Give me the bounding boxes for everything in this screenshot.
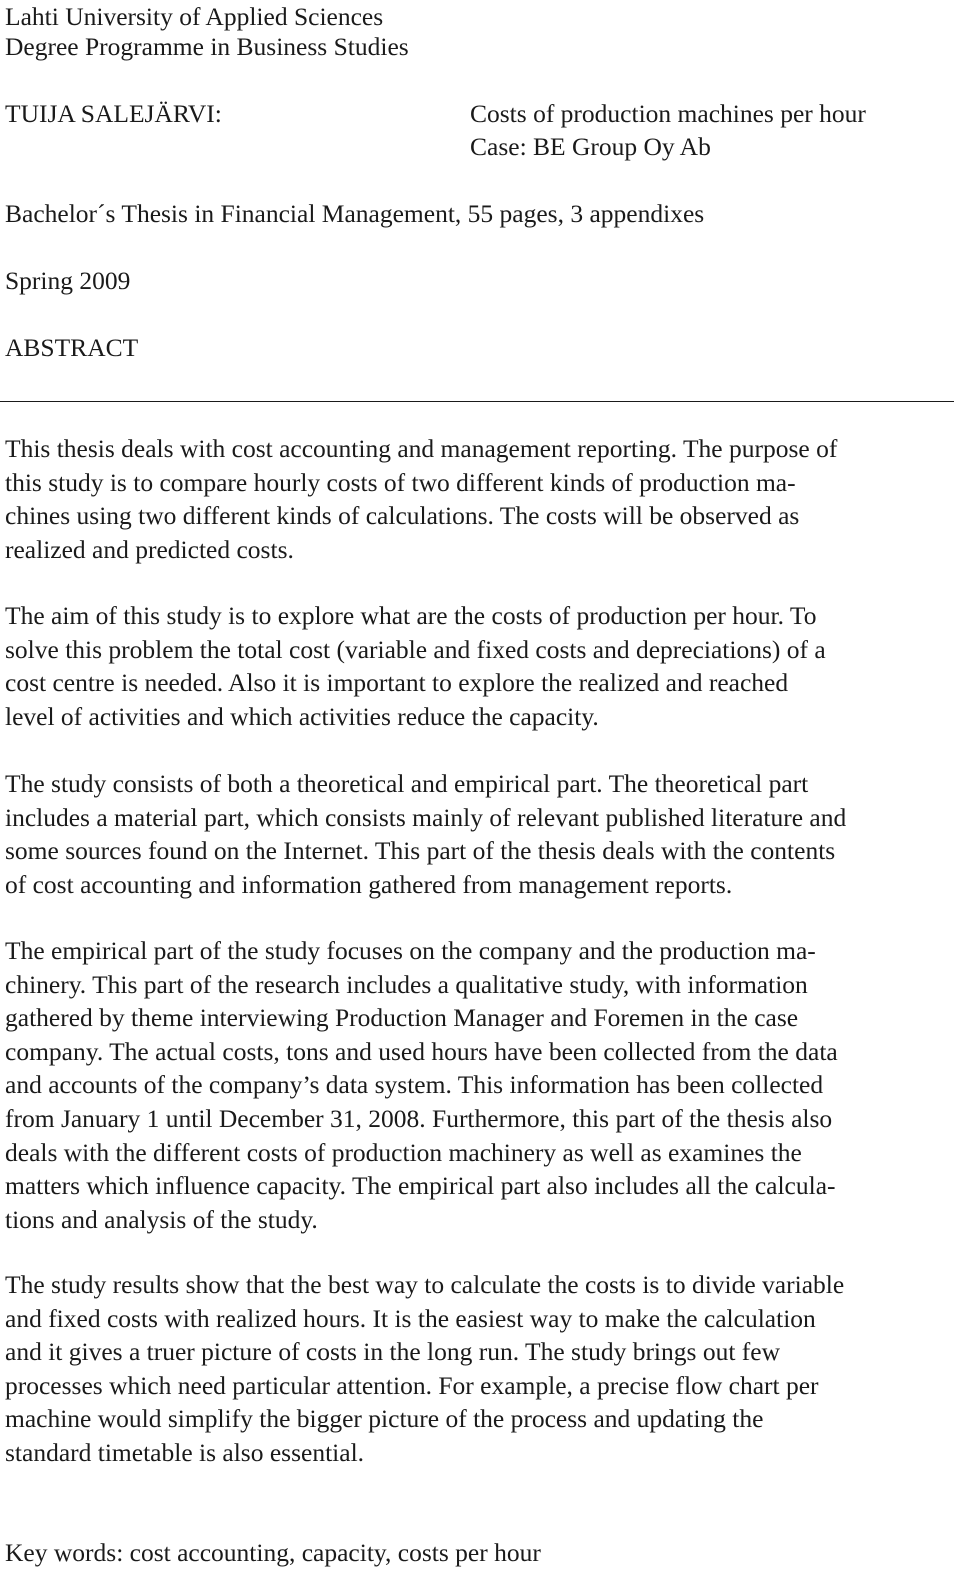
keywords: Key words: cost accounting, capacity, costs per hour [5,1538,541,1567]
abstract-paragraph-5: The study results show that the best way to calculate the costs is to divide variable and fixed costs with realized hours. It is the easiest way to make the calculation and it gives a truer picture of costs in the long run. The study brings out few processes which need particular attention. For example, a precise flow chart per machine would simplify the bigger picture of the process and updating the standard timetable is also essential. [5,1270,845,1467]
thesis-title-line-2: Case: BE Group Oy Ab [470,132,711,161]
abstract-paragraph-1: This thesis deals with cost accounting and management reporting. The purpose of this study is to compare hourly costs of two different kinds of production ma- chines using two different kinds of calculations. The costs will be observed as realized and predicted costs. [5,434,838,564]
author-name: TUIJA SALEJÄRVI: [5,99,222,128]
university-name: Lahti University of Applied Sciences [5,2,384,31]
thesis-info: Bachelor´s Thesis in Financial Management, 55 pages, 3 appendixes [5,199,705,228]
abstract-paragraph-3: The study consists of both a theoretical and empirical part. The theoretical part includes a material part, which consists mainly of relevant published literature and some sources found on the Internet. This part of the thesis deals with the contents of cost accounting and information gathered from management reports. [5,769,847,899]
divider-rule [0,401,954,402]
term: Spring 2009 [5,266,131,295]
abstract-paragraph-4: The empirical part of the study focuses on the company and the production ma- chinery. This part of the research includes a qualitative study, with information gathered by theme interviewing Production Manager and Foremen in the case company. The actual costs, tons and used hours have been collected from the data and accounts of the company’s data system. This information has been collected from January 1 until December 31, 2008. Furthermore, this part of the thesis also deals with the different costs of production machinery as well as examines the matters which influence capacity. The empirical part also includes all the calcula- tions and analysis of the study. [5,936,838,1234]
abstract-heading: ABSTRACT [5,333,139,362]
degree-programme: Degree Programme in Business Studies [5,32,409,61]
abstract-paragraph-2: The aim of this study is to explore what are the costs of production per hour. To solve this problem the total cost (variable and fixed costs and depreciations) of a cost centre is needed. Also it is important to explore the realized and reached level of activities and which activities reduce the capacity. [5,601,826,731]
thesis-title-line-1: Costs of production machines per hour [470,99,866,128]
